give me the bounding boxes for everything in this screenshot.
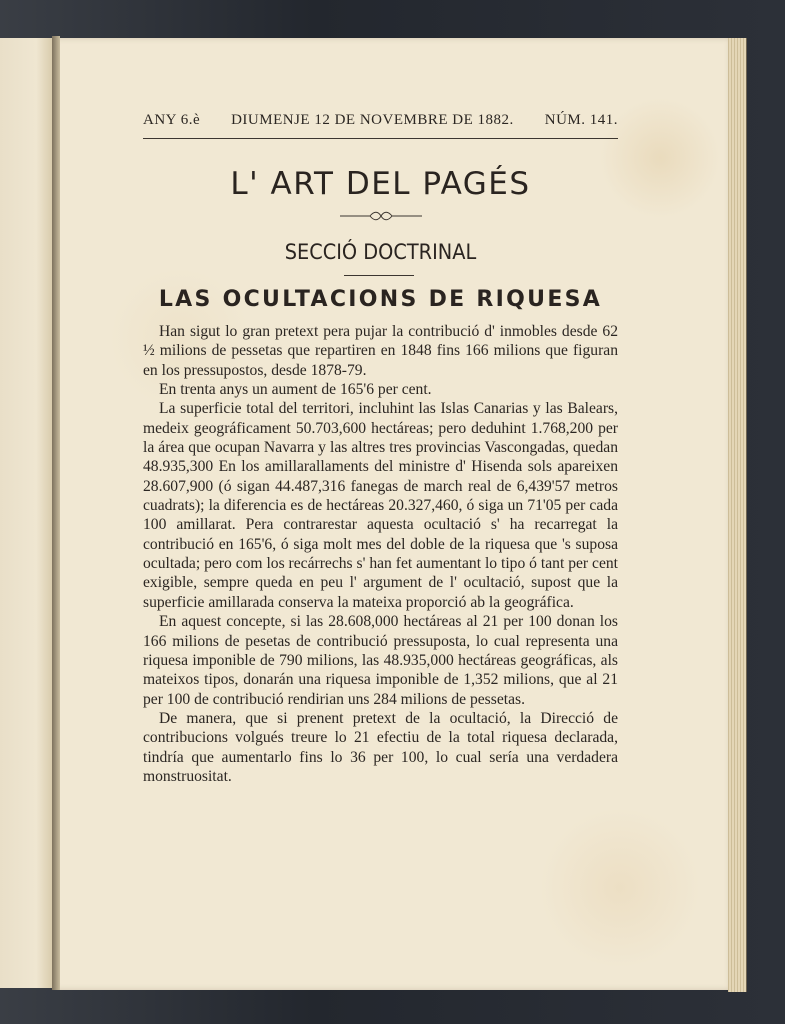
header-rule: [143, 138, 618, 139]
issue-header: [143, 112, 618, 129]
article-body: [143, 322, 618, 786]
facing-page-edge: [0, 38, 53, 988]
paragraph: La superficie total del territori, incluhint las Islas Canarias y las Balears, medeix geográficament 50.703,600 hectáreas; pero deduhint 1.768,200 per la área que ocupan Navarra y las altres tres provincias Vascongadas, quedan 48.935,300 En los amillarallaments del ministre d' Hisenda sols apareixen 28.607,900 (ó sigan 44.487,316 fanegas de march real de 6,439'57 metros cuadrats); la diferencia es de hectáreas 20.327,460, ó siga un 71'05 per cada 100 amillarat. Pera contrarestar aquesta ocultació s' ha recarregat la contribució en 165'6, ó siga molt mes del doble de la riquesa que 's suposa ocultada; pero com los recárrechs s' han fet aumentant lo tipo ó tant per cent exigible, sempre queda en peu l' argument de l' ocultació, supost que la superficie amillarada conserva la mateixa proporció ab la geográfica.: [143, 400, 618, 611]
ornament-divider-icon: [340, 210, 422, 222]
volume-label: ANY 6.è: [143, 112, 201, 128]
masthead-title: L' ART DEL PAGÉS: [230, 166, 531, 202]
paragraph: Han sigut lo gran pretext pera pujar la contribució d' inmobles desde 62 ½ milions de pessetas que repartiren en 1848 fins 166 milions que figuran en los pressupostos, desde 1878-79.: [143, 323, 618, 379]
paragraph: En aquest concepte, si las 28.608,000 hectáreas al 21 per 100 donan los 166 milions de pesetas de contribució pressuposta, lo cual representa una riquesa imponible de 790 milions, las 48.935,000 hectáreas geográficas, als mateixos tipos, donarán una riquesa imponible de 1,352 milions, que al 21 per 100 de contribució rendirian uns 284 milions de pessetas.: [143, 613, 618, 708]
paragraph: En trenta anys un aument de 165'6 per cent.: [159, 381, 432, 399]
issue-number: NÚM. 141.: [544, 112, 618, 128]
article-title: LAS OCULTACIONS DE RIQUESA: [158, 287, 603, 312]
issue-date: DIUMENJE 12 DE NOVEMBRE DE 1882.: [231, 112, 514, 128]
book-gutter: [52, 36, 60, 990]
section-rule: [344, 275, 414, 276]
paragraph: De manera, que si prenent pretext de la ocultació, la Direcció de contribucions volgués treure lo 21 efectiu de la total riquesa declarada, tindría que aumentarlo fins lo 36 per 100, lo cual sería una verdadera monstruositat.: [143, 709, 618, 785]
section-heading: SECCIÓ DOCTRINAL: [284, 240, 477, 264]
page-stack-edge: [728, 38, 747, 992]
